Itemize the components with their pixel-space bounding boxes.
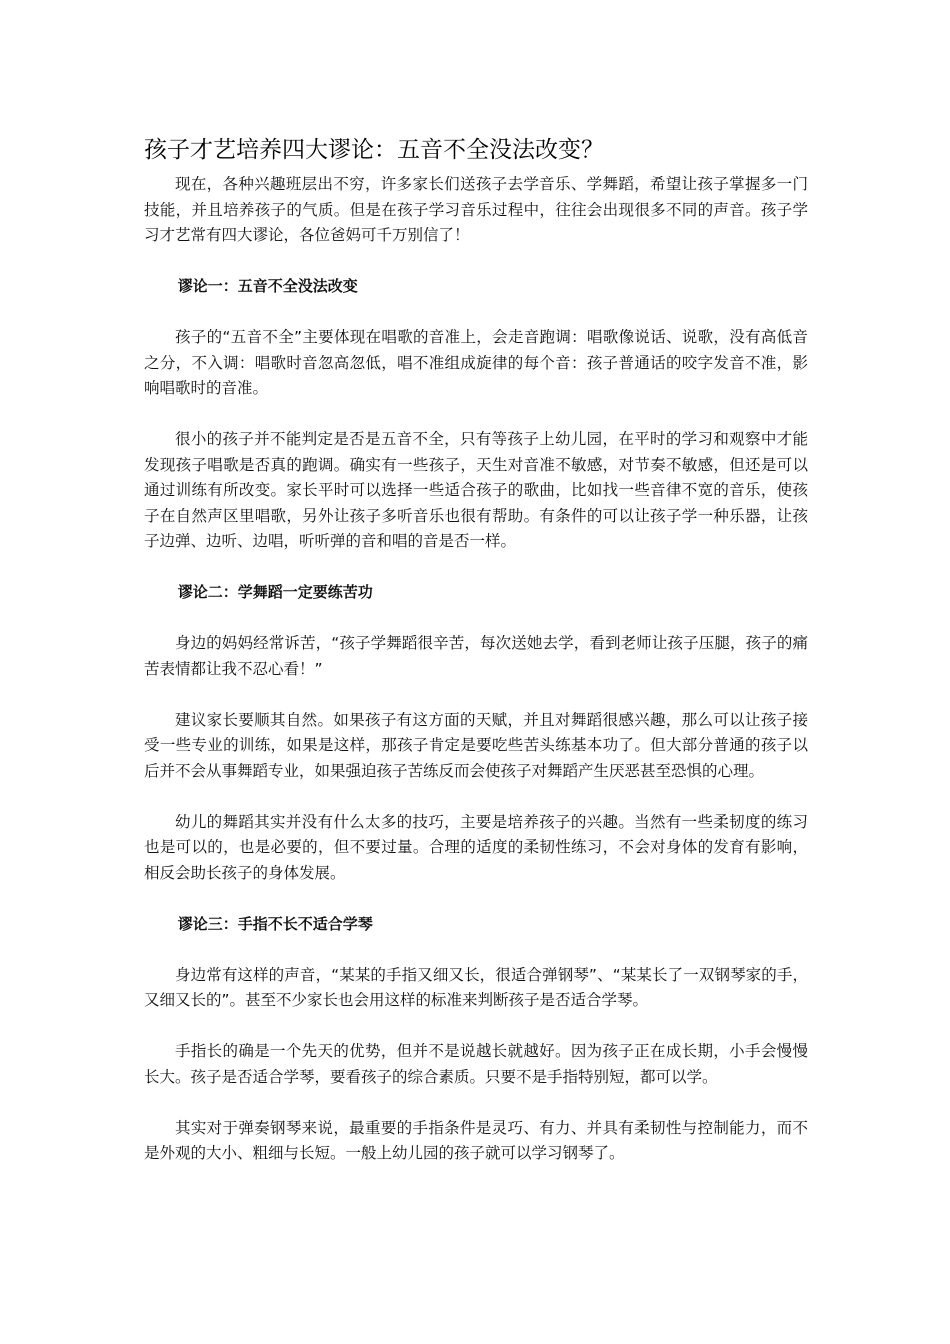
section-3-paragraph-1: 身边常有这样的声音，“某某的手指又细又长，很适合弹钢琴”、“某某长了一双钢琴家的手，又细又长的”。甚至不少家长也会用这样的标准来判断孩子是否适合学琴。 bbox=[144, 965, 808, 1009]
section-1-paragraph-2: 很小的孩子并不能判定是否是五音不全，只有等孩子上幼儿园，在平时的学习和观察中才能发现孩子唱歌是否真的跑调。确实有一些孩子，天生对音准不敏感，对节奏不敏感，但还是可以通过训练有所改变。家长平时可以选择一些适合孩子的歌曲，比如找一些音律不宽的音乐，使孩子在自然声区里唱歌，另外让孩子多听音乐也很有帮助。有条件的可以让孩子学一种乐器，让孩子边弹、边听、边唱，听听弹的音和唱的音是否一样。 bbox=[144, 430, 808, 550]
spacer bbox=[144, 937, 808, 963]
spacer bbox=[144, 784, 808, 810]
article bbox=[144, 132, 808, 1167]
section-2-paragraph-3: 幼儿的舞蹈其实并没有什么太多的技巧，主要是培养孩子的兴趣。当然有一些柔韧度的练习也是可以的，也是必要的，但不要过量。合理的适度的柔韧性练习，不会对身体的发育有影响，相反会助长孩子的身体发展。 bbox=[144, 812, 808, 882]
spacer bbox=[144, 555, 808, 581]
spacer bbox=[144, 606, 808, 632]
section-heading-2: 谬论二：学舞蹈一定要练苦功 bbox=[177, 583, 373, 601]
spacer bbox=[144, 402, 808, 428]
section-3-paragraph-2: 手指长的确是一个先天的优势，但并不是说越长就越好。因为孩子正在成长期，小手会慢慢长大。孩子是否适合学琴，要看孩子的综合素质。只要不是手指特别短，都可以学。 bbox=[144, 1042, 808, 1086]
section-heading-1: 谬论一：五音不全没法改变 bbox=[177, 277, 358, 295]
spacer bbox=[144, 682, 808, 708]
spacer bbox=[144, 1014, 808, 1040]
spacer bbox=[144, 300, 808, 326]
intro-paragraph: 现在，各种兴趣班层出不穷，许多家长们送孩子去学音乐、学舞蹈，希望让孩子掌握多一门技能，并且培养孩子的气质。但是在孩子学习音乐过程中，往往会出现很多不同的声音。孩子学习才艺常有四大谬论，各位爸妈可千万别信了！ bbox=[144, 175, 808, 244]
article-title: 孩子才艺培养四大谬论：五音不全没法改变？ bbox=[144, 137, 604, 163]
section-2-paragraph-2: 建议家长要顺其自然。如果孩子有这方面的天赋，并且对舞蹈很感兴趣，那么可以让孩子接受一些专业的训练，如果是这样，那孩子肯定是要吃些苦头练基本功了。但大部分普通的孩子以后并不会从事舞蹈专业，如果强迫孩子苦练反而会使孩子对舞蹈产生厌恶甚至恐惧的心理。 bbox=[144, 710, 808, 780]
spacer bbox=[144, 1090, 808, 1116]
section-heading-3: 谬论三：手指不长不适合学琴 bbox=[177, 914, 373, 933]
section-1-paragraph-1: 孩子的“五音不全”主要体现在唱歌的音准上，会走音跑调：唱歌像说话、说歌，没有高低音之分，不入调：唱歌时音忽高忽低，唱不准组成旋律的每个音：孩子普通话的咬字发音不准，影响唱歌时的音准。 bbox=[144, 328, 808, 397]
section-3-paragraph-3: 其实对于弹奏钢琴来说，最重要的手指条件是灵巧、有力、并具有柔韧性与控制能力，而不是外观的大小、粗细与长短。一般上幼儿园的孩子就可以学习钢琴了。 bbox=[144, 1118, 808, 1162]
spacer bbox=[144, 886, 808, 912]
spacer bbox=[144, 249, 808, 275]
section-2-paragraph-1: 身边的妈妈经常诉苦，“孩子学舞蹈很辛苦，每次送她去学，看到老师让孩子压腿，孩子的痛苦表情都让我不忍心看！” bbox=[144, 634, 808, 678]
